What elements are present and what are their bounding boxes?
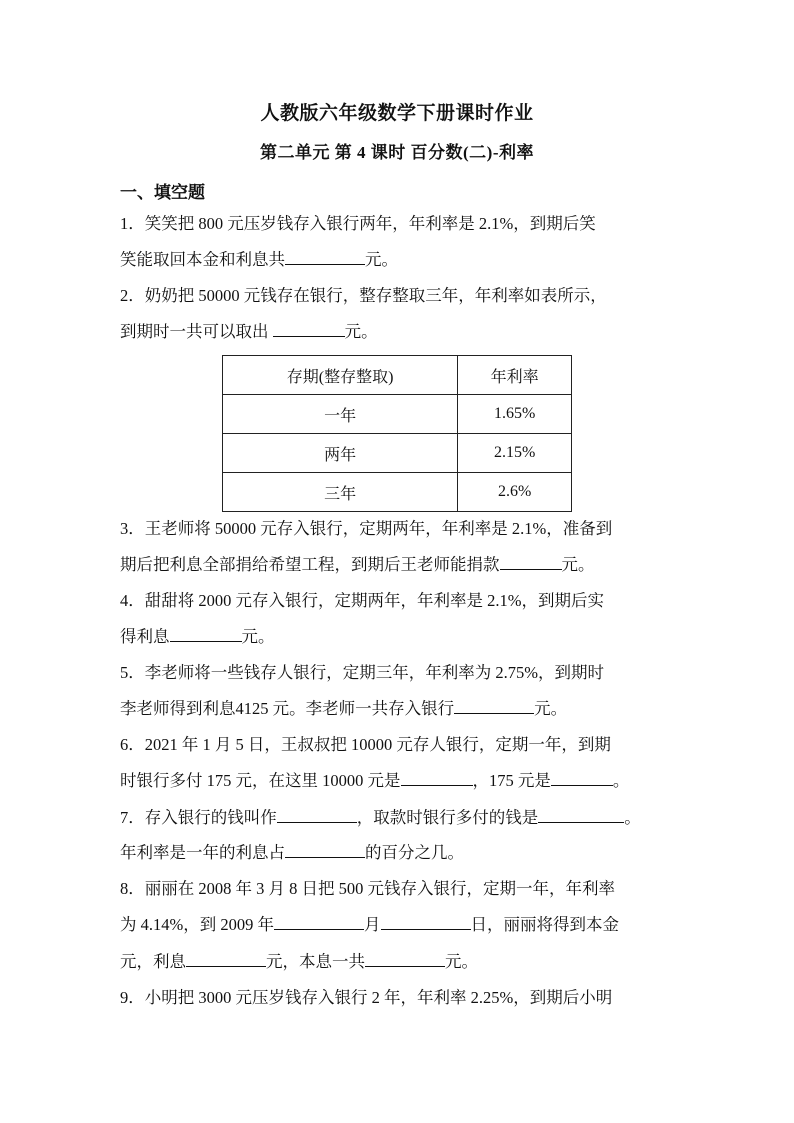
answer-blank[interactable] [454,697,534,714]
answer-blank[interactable] [186,950,266,967]
table-cell-term: 一年 [223,395,458,434]
table-cell-term: 两年 [223,434,458,473]
page-subtitle: 第二单元 第 4 课时 百分数(二)-利率 [260,143,534,162]
question-9-line-1: 9．小明把 3000 元压岁钱存入银行 2 年，年利率 2.25%，到期后小明 [120,988,613,1007]
question-6-text: ，175 元是 [472,771,551,790]
question-7-line-1 [120,806,641,829]
answer-blank[interactable] [401,769,473,786]
answer-blank[interactable] [285,248,365,265]
answer-blank[interactable] [274,913,364,930]
answer-blank[interactable] [538,806,624,823]
table-row [223,395,572,434]
question-8-text: 月 [364,915,381,934]
question-4-line-2 [120,625,275,648]
question-8-text: 为 4.14%，到 2009 年 [120,915,274,934]
question-5-line-1: 5．李老师将一些钱存人银行，定期三年，年利率为 2.75%，到期时 [120,663,604,682]
question-7-end: 。 [624,808,641,827]
question-1-unit: 元。 [365,250,398,269]
question-8-line-3 [120,950,478,973]
question-5-text: 李老师得到利息4125 元。李老师一共存入银行 [120,699,455,718]
question-4-line-1: 4．甜甜将 2000 元存入银行，定期两年，年利率是 2.1%，到期后实 [120,591,604,610]
question-3-line-1: 3．王老师将 50000 元存入银行，定期两年，年利率是 2.1%，准备到 [120,519,613,538]
question-8-text: 元，利息 [120,952,186,971]
question-6-end: 。 [612,771,630,790]
question-5-line-2 [120,697,567,720]
question-2-unit: 元。 [344,322,378,341]
answer-blank[interactable] [365,950,445,967]
table-header-term: 存期(整存整取) [223,356,458,395]
question-7-text: ，取款时银行多付的钱是 [356,808,539,827]
question-8-line-2 [120,913,619,936]
question-1-line-2 [120,248,398,271]
answer-blank[interactable] [170,625,242,642]
question-7-text: 的百分之几。 [365,843,464,862]
page-title: 人教版六年级数学下册课时作业 [260,103,534,124]
question-8-line-1: 8．丽丽在 2008 年 3 月 8 日把 500 元钱存入银行，定期一年，年利率 [120,879,615,898]
question-7-line-2 [120,841,464,864]
question-1-line-1: 1．笑笑把 800 元压岁钱存入银行两年，年利率是 2.1%，到期后笑 [120,214,596,233]
section-heading: 一、填空题 [120,183,205,202]
question-8-text: 元，本息一共 [266,952,365,971]
table-cell-rate: 2.15% [458,434,572,473]
question-2-line-1: 2．奶奶把 50000 元钱存在银行，整存整取三年，年利率如表所示， [120,286,607,305]
question-4-unit: 元。 [241,627,275,646]
table-header-rate: 年利率 [458,356,572,395]
question-2-text: 到期时一共可以取出 [120,322,273,341]
table-cell-term: 三年 [223,473,458,512]
table-cell-rate: 2.6% [458,473,572,512]
question-7-text: 年利率是一年的利息占 [120,843,285,862]
question-5-unit: 元。 [534,699,568,718]
question-8-text: 日，丽丽将得到本金 [470,915,619,934]
question-3-line-2 [120,553,595,576]
question-1-text: 笑能取回本金和利息共 [120,250,285,269]
answer-blank[interactable] [277,806,357,823]
answer-blank[interactable] [500,553,562,570]
table-cell-rate: 1.65% [458,395,572,434]
answer-blank[interactable] [273,320,345,337]
table-row [223,473,572,512]
answer-blank[interactable] [285,841,365,858]
question-6-line-2 [120,769,629,792]
question-6-line-1: 6．2021 年 1 月 5 日，王叔叔把 10000 元存人银行，定期一年，到期 [120,735,611,754]
question-3-unit: 元。 [561,555,595,574]
answer-blank[interactable] [381,913,471,930]
question-2-line-2 [120,320,378,343]
answer-blank[interactable] [551,769,613,786]
table-header-row [223,356,572,395]
interest-rate-table [222,355,572,512]
question-6-text: 时银行多付 175 元，在这里 10000 元是 [120,771,401,790]
question-3-text: 期后把利息全部捐给希望工程，到期后王老师能捐款 [120,555,500,574]
table-row [223,434,572,473]
question-7-text: 7．存入银行的钱叫作 [120,808,277,827]
question-4-text: 得利息 [120,627,170,646]
question-8-end: 元。 [445,952,478,971]
